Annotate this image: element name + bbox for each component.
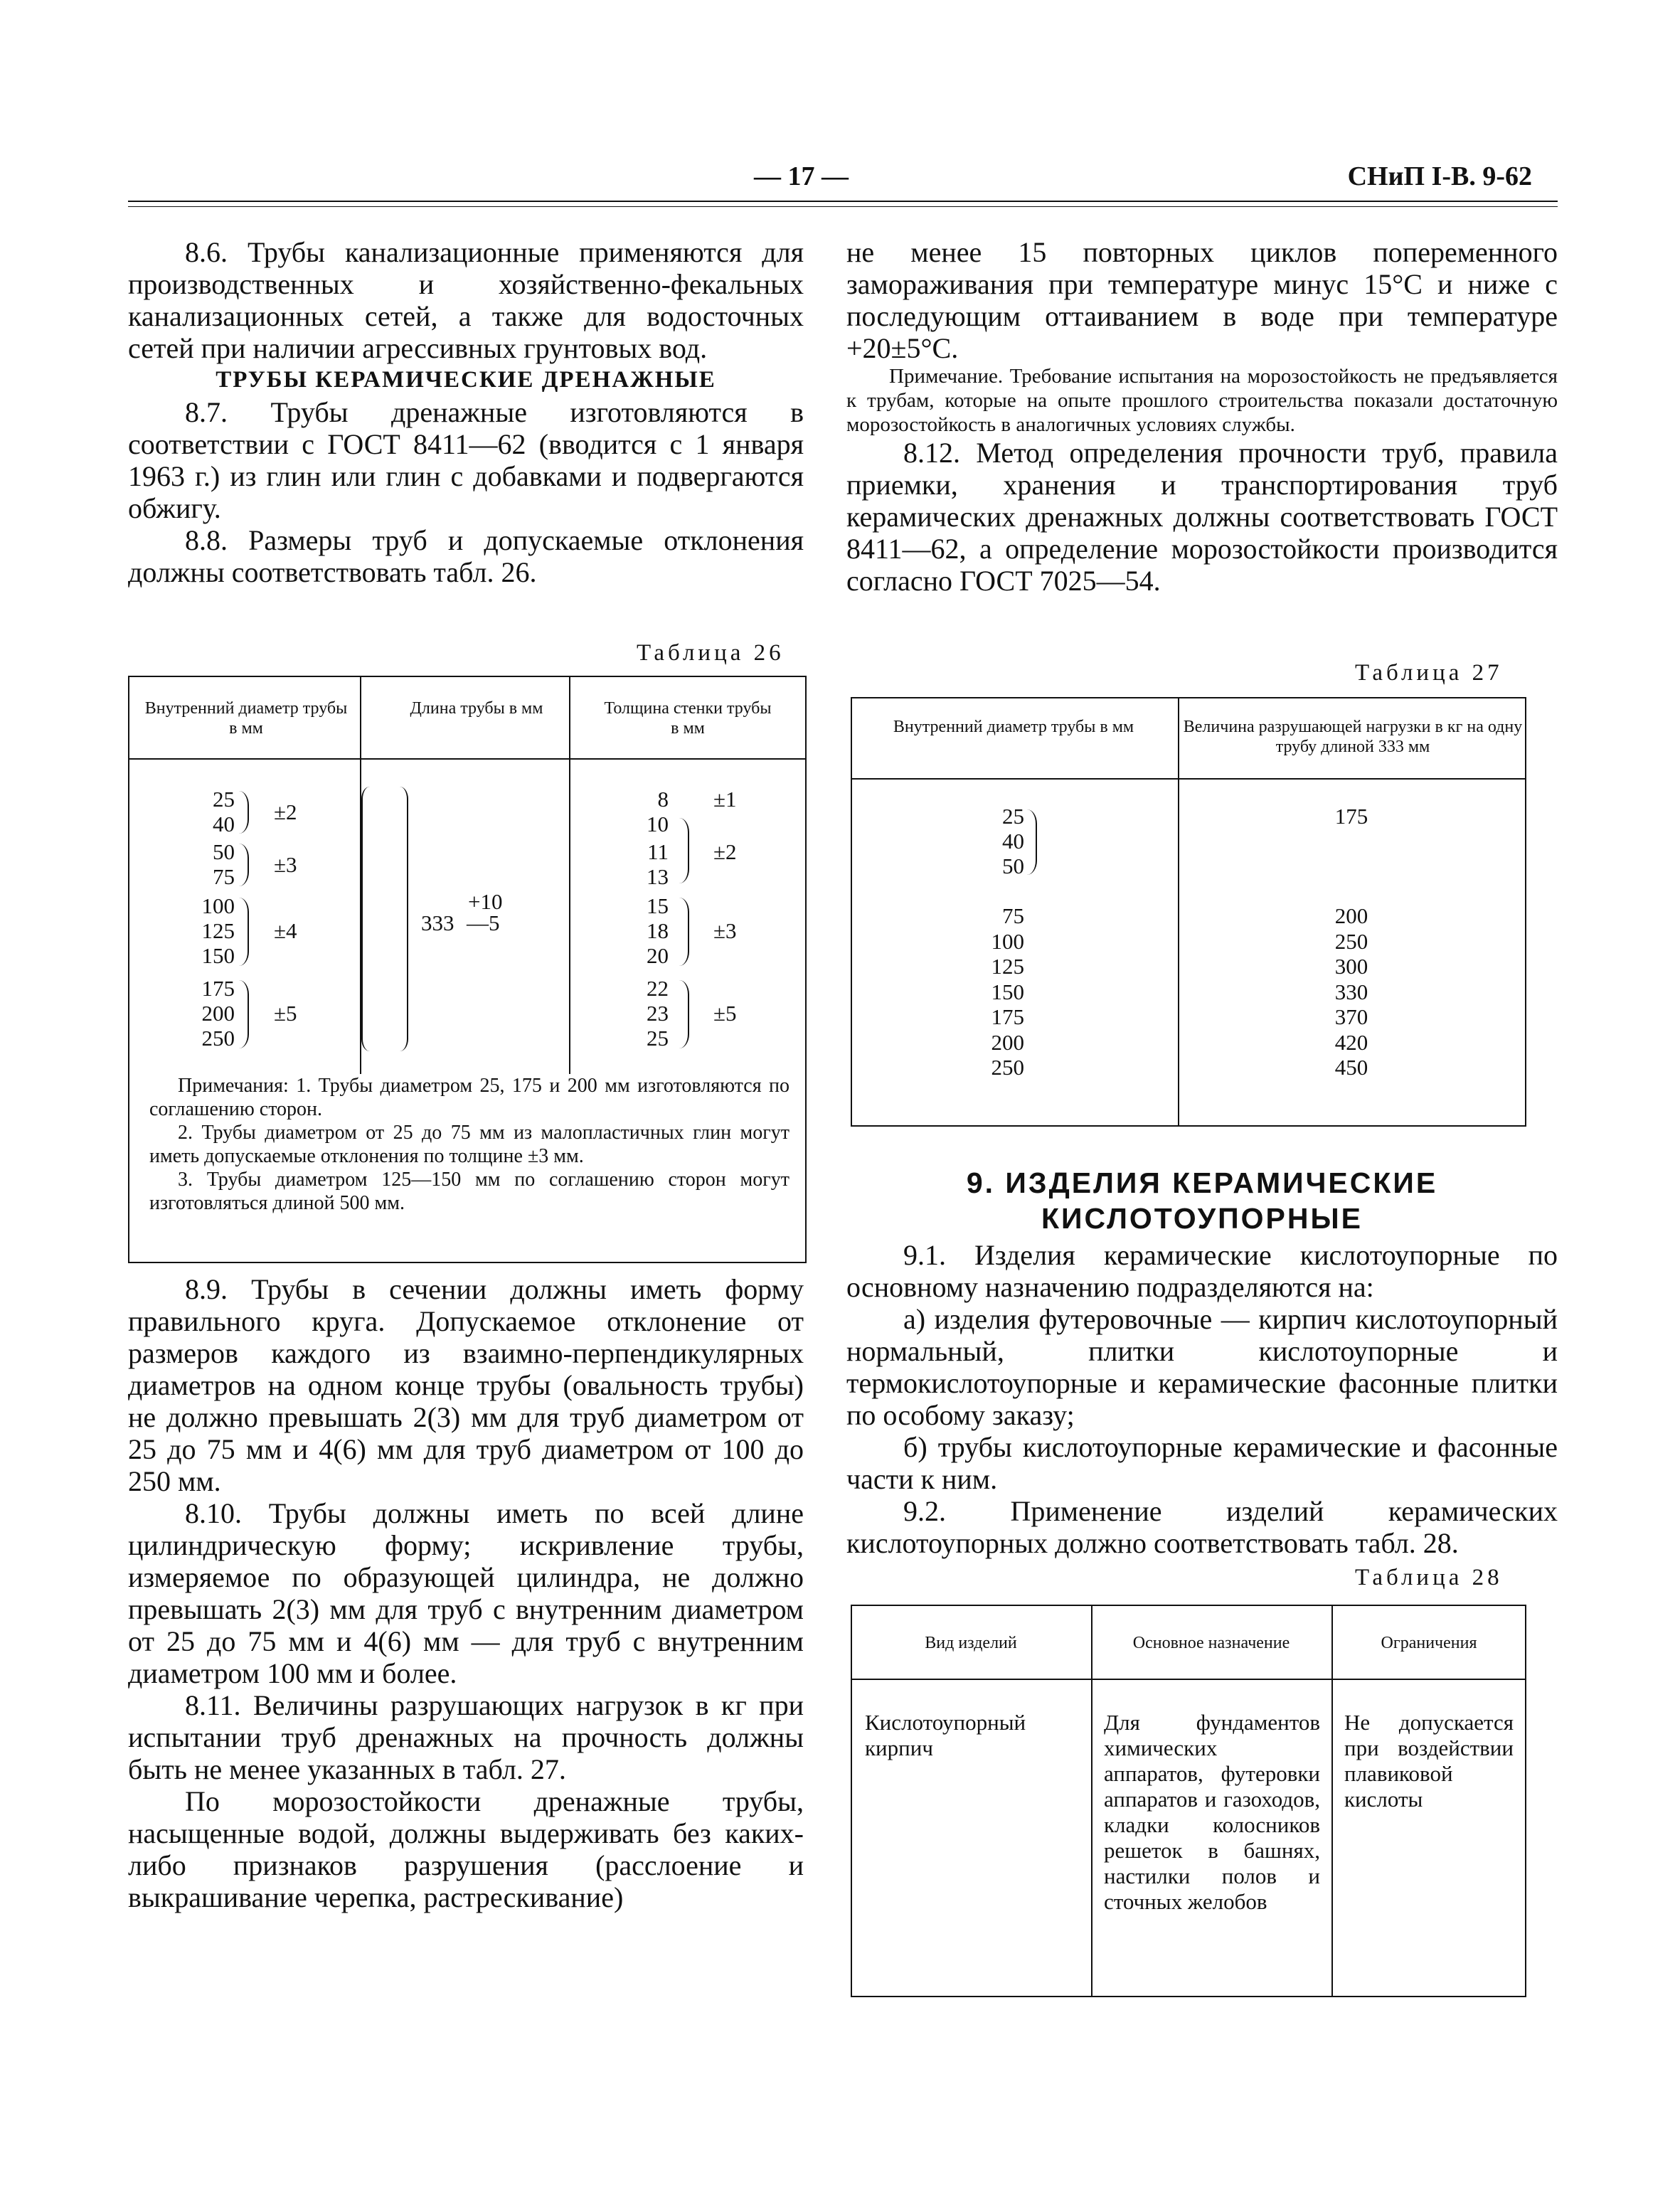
table-28-header-kind: Вид изделий: [925, 1634, 1017, 1652]
table-27-cell: 175: [1334, 804, 1368, 829]
table-28-cell-limits: Не допускается при воздействии плавиковой кислоты: [1344, 1710, 1514, 1812]
paragraph-frost: По морозостойкости дренажные трубы, насыщенные водой, должны выдерживать без каких-либо признаков разрушения (расслоение и выкрашивание черепка, растрескивание): [128, 1785, 804, 1913]
brace: [679, 898, 689, 966]
paragraph-continued: не менее 15 повторных циклов попеременного замораживания при температуре минус 15°С и ниже с последующим оттаиванием в воде при температуре +20±5°С.: [846, 236, 1558, 364]
table-27-cell: 200: [1334, 903, 1368, 928]
section-9-title-line1: 9. ИЗДЕЛИЯ КЕРАМИЧЕСКИЕ: [966, 1166, 1438, 1199]
brace: [239, 980, 249, 1048]
table-26-cell: 23: [647, 1001, 669, 1026]
table-27-cell: 50: [1002, 854, 1024, 878]
table-27-cell: 175: [991, 1004, 1024, 1029]
table-26-cell: 150: [201, 943, 235, 968]
table-27-cell: 25: [1002, 804, 1024, 829]
paragraph-8-12: 8.12. Метод определения прочности труб, правила приемки, хранения и транспортирования труб керамических дренажных должны соответствовать ГОСТ 8411—62, а определение морозостойкости производится согласно ГОСТ 7025—54.: [846, 437, 1558, 597]
table-26-cell: 40: [213, 812, 235, 836]
table-26-cell: 333: [421, 910, 454, 935]
brace: [679, 818, 689, 883]
table-26-cell: 175: [201, 976, 235, 1001]
paragraph-8-10: 8.10. Трубы должны иметь по всей длине цилиндрическую форму; искривление трубы, измеряемое по образующей цилиндра, не должно превышать 2(3) мм для труб с внутренним диаметром от 25 до 75 мм и 4(6) мм — для труб с внутренним диаметром 100 мм и более.: [128, 1497, 804, 1689]
table-26-header-diameter: Внутренний диаметр трубы в мм: [144, 699, 348, 738]
table-26-cell: +10: [468, 889, 503, 914]
table-26-cell: ±1: [713, 787, 737, 812]
table-26-cell: —5: [467, 910, 500, 935]
paragraph-9-1: 9.1. Изделия керамические кислотоупорные по основному назначению подразделяются на:: [846, 1239, 1558, 1303]
subheading-drainage-pipes: ТРУБЫ КЕРАМИЧЕСКИЕ ДРЕНАЖНЫЕ: [216, 367, 716, 393]
table-27-cell: 370: [1334, 1004, 1368, 1029]
table-27-header-load: Величина разрушающей нагрузки в кг на одну трубу длиной 333 мм: [1183, 718, 1523, 756]
page-number: — 17 —: [754, 161, 849, 191]
table-27-cell: 250: [1334, 928, 1368, 954]
paragraph-8-11: 8.11. Величины разрушающих нагрузок в кг при испытании труб дренажных на прочность должны быть не менее указанных в табл. 27.: [128, 1689, 804, 1785]
table-26-cell: 15: [647, 893, 669, 918]
table-28-cell-purpose: Для фундаментов химических аппаратов, футеровки аппаратов и газоходов, кладки колосников решеток в башнях, настилки полов и сточных желобов: [1104, 1710, 1320, 1914]
table-27-cell: 75: [1002, 903, 1024, 928]
table-28-header-purpose: Основное назначение: [1132, 1634, 1290, 1652]
table-26-cell: 22: [647, 976, 669, 1001]
paragraph-8-6: 8.6. Трубы канализационные применяются для производственных и хозяйственно-фекальных канализационных сетей, а также для водосточных сетей при наличии агрессивных грунтовых вод.: [128, 236, 804, 364]
table-27-header-diameter: Внутренний диаметр трубы в мм: [893, 718, 1134, 736]
table-26-cell: 8: [657, 787, 669, 812]
paragraph-9-1-a: а) изделия футеровочные — кирпич кислотоупорный нормальный, плитки кислотоупорные и термокислотоупорные и керамические фасонные плитки по особому заказу;: [846, 1303, 1558, 1431]
table-27-cell: 40: [1002, 829, 1024, 854]
table-28-header-limits: Ограничения: [1381, 1634, 1477, 1652]
table-26-cell: 75: [213, 864, 235, 889]
section-9-title-line2: КИСЛОТОУПОРНЫЕ: [1041, 1202, 1363, 1235]
brace: [400, 787, 408, 1051]
table-26-cell: ±2: [274, 799, 297, 824]
brace: [361, 787, 370, 1051]
table-27-header-rule: [851, 778, 1526, 780]
table-27-cell: 250: [991, 1055, 1024, 1080]
table-27-cell: 450: [1334, 1055, 1368, 1080]
table-26-cell: 18: [647, 918, 669, 943]
table-26-cell: 250: [201, 1026, 235, 1051]
paragraph-8-8: 8.8. Размеры труб и допускаемые отклонения должны соответствовать табл. 26.: [128, 524, 804, 588]
left-column-bottom: [128, 1273, 804, 1913]
table-26-note-3: 3. Трубы диаметром 125—150 мм по соглашению сторон могут изготовляться длиной 500 мм.: [149, 1169, 790, 1214]
brace: [679, 980, 689, 1048]
paragraph-8-7: 8.7. Трубы дренажные изготовляются в соответствии с ГОСТ 8411—62 (вводится с 1 января 1963 г.) из глин или глин с добавками и подвергаются обжигу.: [128, 396, 804, 524]
header-rule: [128, 201, 1558, 202]
table-28-cell-kind: Кислотоупорный кирпич: [865, 1710, 1026, 1760]
table-27-cell: 125: [991, 954, 1024, 979]
table-27-cell: 330: [1334, 979, 1368, 1004]
table-27-cell: 100: [991, 928, 1024, 954]
table-26-cell: ±3: [713, 918, 737, 943]
table-26-note-2: 2. Трубы диаметром от 25 до 75 мм из малопластичных глин могут иметь допускаемые отклонения по толщине ±3 мм.: [149, 1122, 790, 1167]
table-26-notes: [149, 1074, 790, 1215]
table-27-cell: 150: [991, 979, 1024, 1004]
table-28-caption: Таблица 28: [1355, 1565, 1503, 1590]
table-26-cell: 125: [201, 918, 235, 943]
table-27: [851, 697, 1526, 1127]
table-26-cell: ±2: [713, 839, 737, 864]
table-26-cell: 11: [647, 839, 669, 864]
brace: [239, 898, 249, 966]
right-column-top: [846, 236, 1558, 597]
table-28-header-rule: [851, 1679, 1526, 1680]
table-27-cell: 300: [1334, 954, 1368, 979]
table-27-cell: 200: [991, 1029, 1024, 1055]
table-26-cell: ±5: [713, 1001, 737, 1026]
table-26-cell: 200: [201, 1001, 235, 1026]
brace: [1027, 809, 1037, 875]
table-26-cell: 25: [647, 1026, 669, 1051]
table-26-header-length: Длина трубы в мм: [410, 699, 543, 718]
table-26-cell: ±3: [274, 852, 297, 877]
table-26-cell: 20: [647, 943, 669, 968]
table-27-caption: Таблица 27: [1355, 660, 1503, 686]
paragraph-8-9: 8.9. Трубы в сечении должны иметь форму правильного круга. Допускаемое отклонение от размеров каждого из взаимно-перпендикулярных диаметров на одном конце трубы (овальность трубы) не должно превышать 2(3) мм для труб диаметром от 25 до 75 мм и 4(6) мм для труб диаметром от 100 до 250 мм.: [128, 1273, 804, 1497]
document-code: СНиП I-В. 9-62: [1347, 161, 1532, 191]
table-27-cell: 420: [1334, 1029, 1368, 1055]
right-column-section-9: [846, 1239, 1558, 1559]
table-26-cell: 13: [647, 864, 669, 889]
table-26-cell: ±4: [274, 918, 297, 943]
table-26-cell: 10: [647, 812, 669, 836]
table-26-cell: ±5: [274, 1001, 297, 1026]
left-column-top: [128, 236, 804, 588]
table-26-cell: 25: [213, 787, 235, 812]
table-26-header-rule: [128, 758, 807, 760]
table-26-header-wall: Толщина стенки трубы в мм: [604, 699, 772, 738]
table-26-cell: 50: [213, 839, 235, 864]
table-26-caption: Таблица 26: [637, 640, 785, 666]
paragraph-9-1-b: б) трубы кислотоупорные керамические и фасонные части к ним.: [846, 1431, 1558, 1495]
paragraph-9-2: 9.2. Применение изделий керамических кислотоупорных должно соответствовать табл. 28.: [846, 1495, 1558, 1559]
note-frost: Примечание. Требование испытания на морозостойкость не предъявляется к трубам, которые на опыте прошлого строительства показали достаточную морозостойкость в аналогичных условиях службы.: [846, 365, 1558, 436]
table-26-cell: 100: [201, 893, 235, 918]
table-26-note-1: Примечания: 1. Трубы диаметром 25, 175 и 200 мм изготовляются по соглашению сторон.: [149, 1075, 790, 1120]
header-rule-thin: [128, 206, 1558, 207]
